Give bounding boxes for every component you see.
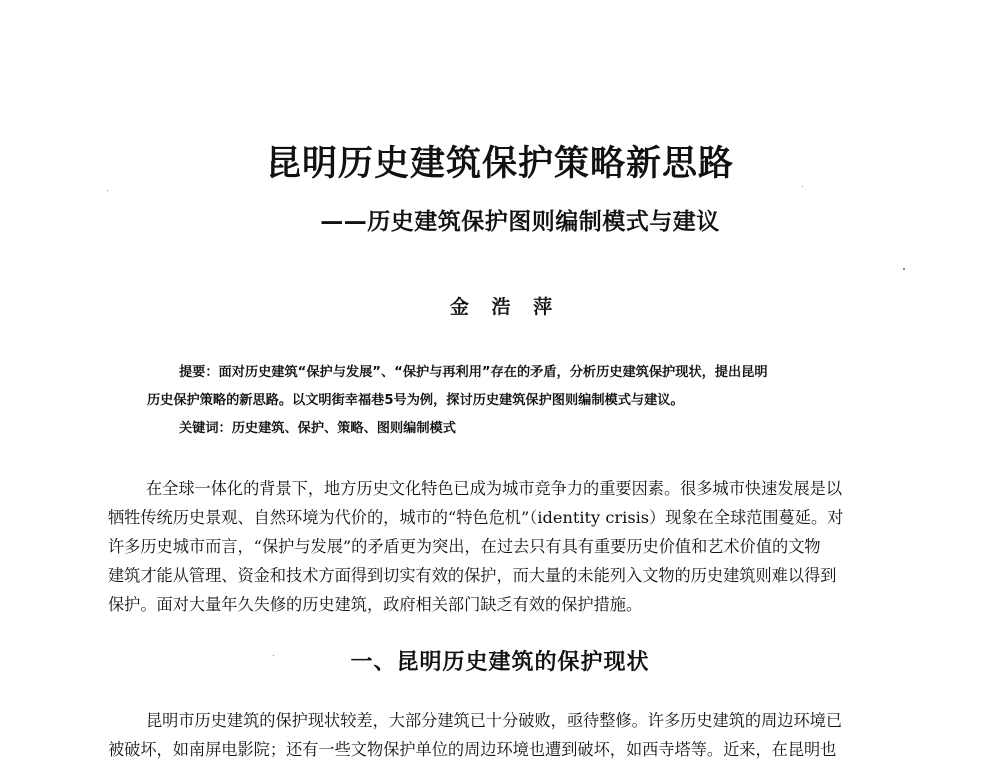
paragraph-line: 在全球一体化的背景下，地方历史文化特色已成为城市竞争力的重要因素。很多城市快速发展是以: [146, 479, 843, 498]
abstract-line: 提要：面对历史建筑“保护与发展”、“保护与再利用”存在的矛盾，分析历史建筑保护现状，提出昆明: [179, 365, 768, 380]
intro-paragraph: [108, 474, 908, 619]
keywords-line: 关键词：历史建筑、保护、策略、图则编制模式: [179, 421, 456, 436]
abstract-block: [147, 359, 887, 443]
section-heading: 一、昆明历史建筑的保护现状: [350, 650, 650, 675]
paragraph-line: 许多历史城市而言，“保护与发展”的矛盾更为突出，在过去只有具有重要历史价值和艺术价值的文物: [108, 537, 821, 556]
article-title: 昆明历史建筑保护策略新思路: [265, 144, 734, 184]
section-paragraph: [108, 706, 908, 760]
scan-speck: [903, 268, 905, 270]
abstract-line: 历史保护策略的新思路。以文明街幸福巷5号为例，探讨历史建筑保护图则编制模式与建议。: [147, 393, 684, 408]
paragraph-line: 昆明市历史建筑的保护现状较差，大部分建筑已十分破败，亟待整修。许多历史建筑的周边环境已: [146, 711, 843, 730]
paragraph-line: 保护。面对大量年久失修的历史建筑，政府相关部门缺乏有效的保护措施。: [108, 595, 643, 614]
scan-speck: [273, 655, 274, 656]
article-subtitle: ——历史建筑保护图则编制模式与建议: [320, 209, 720, 235]
author-name: 金 浩 萍: [449, 296, 561, 318]
scan-speck: [107, 190, 108, 191]
scan-speck: [802, 186, 803, 187]
paragraph-line: 被破坏，如南屏电影院；还有一些文物保护单位的周边环境也遭到破坏，如西寺塔等。近来，在昆明也: [108, 740, 837, 759]
paragraph-line: 建筑才能从管理、资金和技术方面得到切实有效的保护，而大量的未能列入文物的历史建筑则难以得到: [108, 566, 837, 585]
paragraph-line: 牺牲传统历史景观、自然环境为代价的，城市的“特色危机”（identity crisis）现象在全球范围蔓延。对: [108, 508, 844, 527]
